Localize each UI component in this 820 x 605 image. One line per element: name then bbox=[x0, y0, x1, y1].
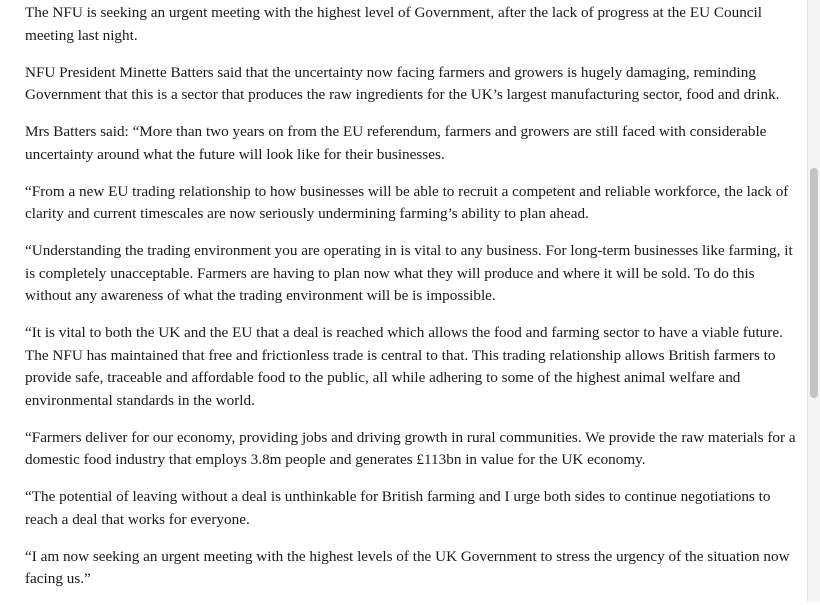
scrollbar-thumb[interactable] bbox=[810, 168, 818, 398]
article-paragraph: “Understanding the trading environment you are operating in is vital to any business. For long-term businesses like farming, it is completely unacceptable. Farmers are having to plan now what they will produce and where it will be sold. To do this without any awareness of what the trading environment will be is impossible. bbox=[25, 242, 793, 304]
article-paragraph: “From a new EU trading relationship to how businesses will be able to recruit a competent and reliable workforce, the lack of clarity and current timescales are now seriously undermining farming’s ability to plan ahead. bbox=[25, 182, 789, 222]
article-paragraph: “The potential of leaving without a deal is unthinkable for British farming and I urge both sides to continue negotiations to reach a deal that works for everyone. bbox=[25, 488, 771, 528]
article-paragraph: “It is vital to both the UK and the EU that a deal is reached which allows the food and farming sector to have a viable future. The NFU has maintained that free and frictionless trade is central to that. This trading relationship allows British farmers to provide safe, traceable and affordable food to the public, all while adhering to some of the highest animal welfare and environmental standards in the world. bbox=[25, 324, 783, 409]
article-paragraph: NFU President Minette Batters said that the uncertainty now facing farmers and growers is hugely damaging, reminding Government that this is a sector that produces the raw ingredients for the UK’s largest manufacturing sector, food and drink. bbox=[25, 63, 780, 103]
article-paragraph: The NFU is seeking an urgent meeting with the highest level of Government, after the lack of progress at the EU Council meeting last night. bbox=[25, 4, 762, 44]
article-paragraph: “I am now seeking an urgent meeting with the highest levels of the UK Government to stress the urgency of the situation now facing us.” bbox=[25, 547, 790, 587]
article-body bbox=[25, 0, 800, 605]
vertical-scrollbar[interactable] bbox=[807, 0, 820, 602]
article-paragraph: “Farmers deliver for our economy, providing jobs and driving growth in rural communities. We provide the raw materials for a domestic food industry that employs 3.8m people and generates £113bn in value for the UK economy. bbox=[25, 428, 796, 468]
article-paragraph: Mrs Batters said: “More than two years on from the EU referendum, farmers and growers are still faced with considerable uncertainty around what the future will look like for their businesses. bbox=[25, 123, 767, 163]
